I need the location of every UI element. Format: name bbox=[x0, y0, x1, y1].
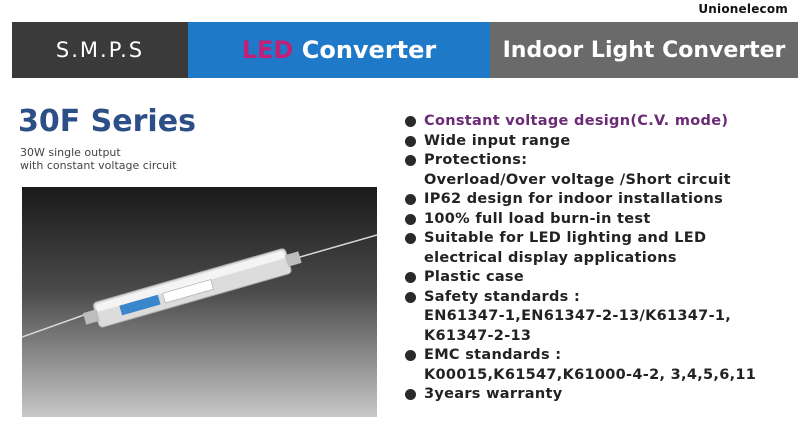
feature-text: 3years warranty bbox=[424, 386, 563, 402]
brand-logo: Unionelecom bbox=[698, 2, 788, 16]
bullet-icon bbox=[405, 214, 416, 225]
feature-text: Safety standards : bbox=[424, 288, 581, 305]
subtitle-line-1: 30W single output bbox=[20, 146, 121, 159]
feature-text: Plastic case bbox=[424, 269, 525, 285]
product-photo bbox=[22, 187, 377, 417]
tab-smps[interactable]: S.M.P.S bbox=[12, 22, 188, 78]
feature-item bbox=[403, 346, 793, 385]
tab-led-converter[interactable] bbox=[188, 22, 490, 78]
feature-text: K00015,K61547,K61000-4-2, 3,4,5,6,11 bbox=[424, 366, 757, 383]
feature-item bbox=[403, 268, 793, 288]
subtitle-line-2: with constant voltage circuit bbox=[20, 159, 177, 172]
feature-list bbox=[403, 112, 793, 405]
bullet-icon bbox=[405, 136, 416, 147]
feature-item bbox=[403, 112, 793, 132]
feature-text: Overload/Over voltage /Short circuit bbox=[424, 171, 731, 188]
tab-indoor-light-converter[interactable]: Indoor Light Converter bbox=[490, 22, 798, 78]
tab-led-prefix: LED bbox=[241, 36, 294, 64]
converter-illustration bbox=[22, 187, 377, 417]
tab-led-label: Converter bbox=[293, 36, 437, 64]
feature-text: Protections: bbox=[424, 152, 528, 168]
feature-text: IP62 design for indoor installations bbox=[424, 191, 724, 207]
feature-item bbox=[403, 151, 793, 190]
feature-text: Suitable for LED lighting and LED bbox=[424, 230, 707, 246]
bullet-icon bbox=[405, 233, 416, 244]
bullet-icon bbox=[405, 292, 416, 303]
feature-item bbox=[403, 288, 793, 347]
feature-item bbox=[403, 190, 793, 210]
bullet-icon bbox=[405, 155, 416, 166]
feature-text: EN61347-1,EN61347-2-13/K61347-1, bbox=[424, 308, 732, 324]
bullet-icon bbox=[405, 272, 416, 283]
feature-text: EMC standards : bbox=[424, 347, 562, 363]
feature-text: electrical display applications bbox=[424, 249, 677, 266]
bullet-icon bbox=[405, 350, 416, 361]
bullet-icon bbox=[405, 194, 416, 205]
product-title: 30F Series bbox=[18, 104, 196, 139]
feature-item bbox=[403, 132, 793, 152]
feature-text: K61347-2-13 bbox=[424, 327, 532, 344]
product-subtitle bbox=[20, 146, 177, 172]
bullet-icon bbox=[405, 389, 416, 400]
feature-text: Constant voltage design(C.V. mode) bbox=[424, 113, 729, 129]
category-tab-bar bbox=[12, 22, 798, 78]
feature-text: 100% full load burn-in test bbox=[424, 210, 651, 227]
feature-item bbox=[403, 385, 793, 405]
bullet-icon bbox=[405, 116, 416, 127]
feature-item bbox=[403, 210, 793, 230]
feature-item bbox=[403, 229, 793, 268]
feature-text: Wide input range bbox=[424, 132, 571, 149]
